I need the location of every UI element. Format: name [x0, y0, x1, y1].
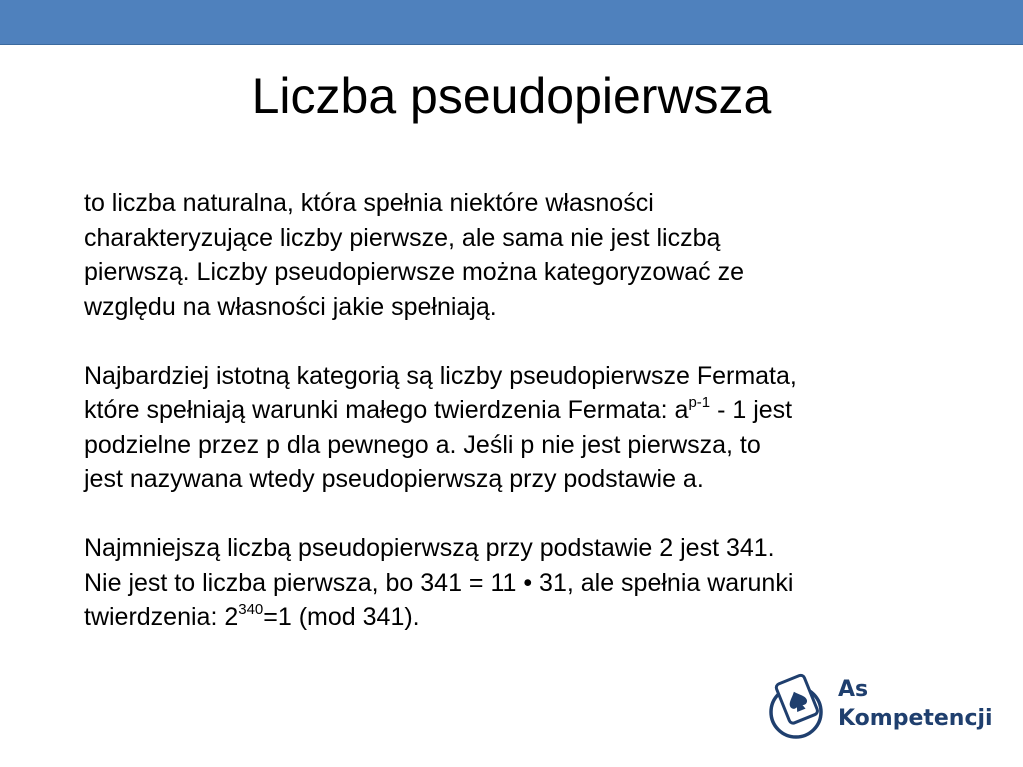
logo-line-1: As [838, 677, 869, 702]
paragraph-definition [84, 186, 984, 324]
exponent: p-1 [688, 394, 711, 411]
text-line-with-exponent [84, 600, 984, 635]
text-segment: - 1 jest [710, 396, 793, 424]
exponent: 340 [238, 601, 264, 618]
text-line: podzielne przez p dla pewnego a. Jeśli p nie jest pierwsza, to [84, 430, 761, 459]
text-line: Nie jest to liczba pierwsza, bo 341 = 11 • 31, ale spełnia warunki [84, 568, 794, 597]
text-line: Najmniejszą liczbą pseudopierwszą przy podstawie 2 jest 341. [84, 534, 775, 562]
text-line: pierwszą. Liczby pseudopierwsze można kategoryzować ze [84, 258, 745, 286]
text-line: charakteryzujące liczby pierwsze, ale sama nie jest liczbą [84, 223, 721, 252]
paragraph-fermat [84, 359, 984, 497]
text-line: Najbardziej istotną kategorią są liczby pseudopierwsze Fermata, [84, 361, 797, 390]
text-segment: które spełniają warunki małego twierdzenia Fermata: a [84, 396, 689, 424]
text-segment: twierdzenia: 2 [84, 603, 239, 631]
slide-title: Liczba pseudopierwsza [251, 68, 772, 124]
text-line-with-exponent [84, 393, 984, 428]
text-line: to liczba naturalna, która spełnia niektóre własności [84, 189, 654, 217]
header-bar [0, 0, 1023, 45]
logo [766, 672, 996, 744]
slide-body [84, 186, 984, 669]
logo-line-2: Kompetencji [838, 706, 993, 731]
text-line: względu na własności jakie spełniają. [84, 292, 497, 321]
card-spade-icon [766, 672, 828, 742]
text-line: jest nazywana wtedy pseudopierwszą przy podstawie a. [84, 465, 704, 493]
text-segment: =1 (mod 341). [263, 603, 420, 631]
paragraph-example [84, 531, 984, 635]
logo-text [838, 676, 993, 734]
